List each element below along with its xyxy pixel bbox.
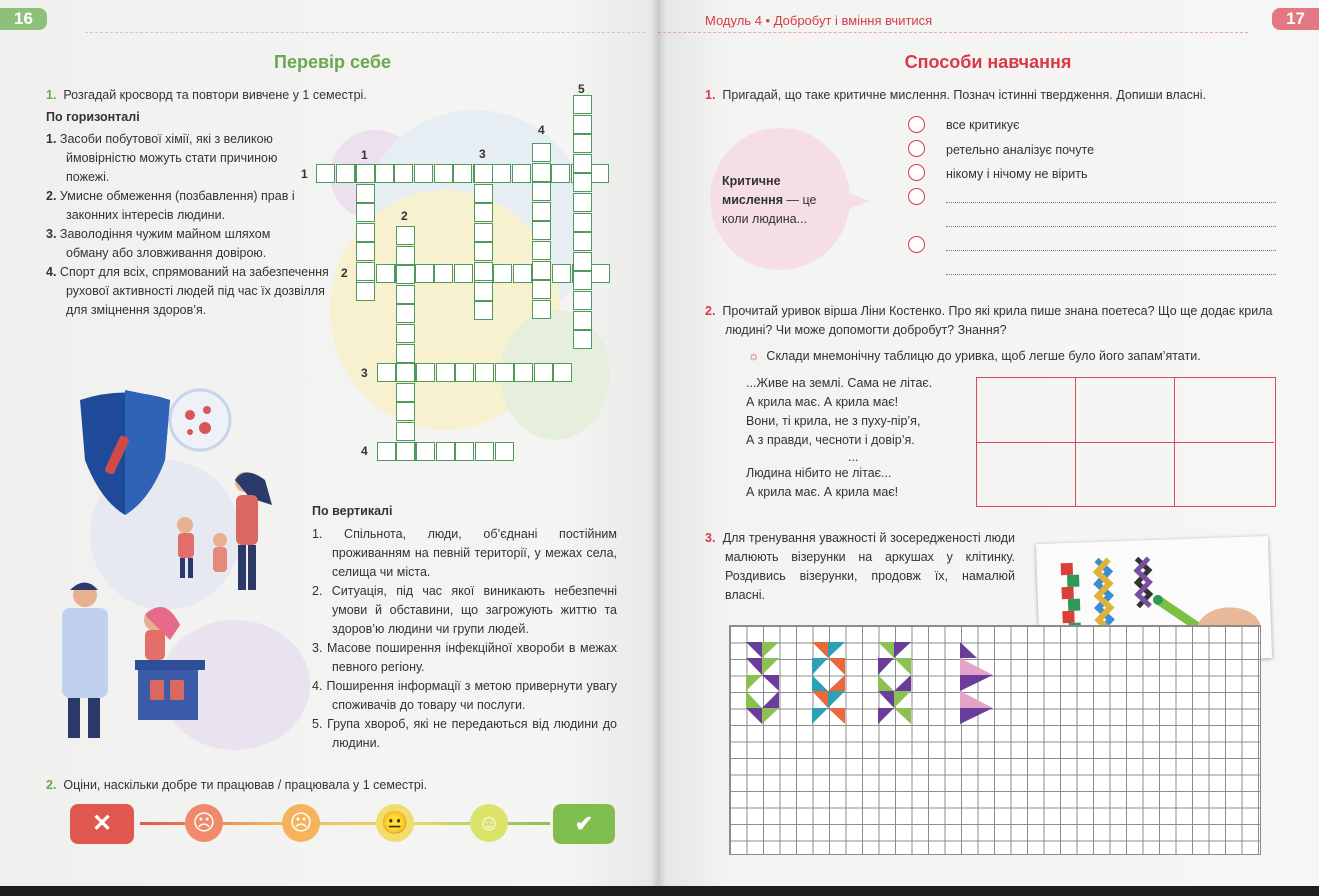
- module-header: Модуль 4 • Добробут і вміння вчитися: [705, 13, 933, 28]
- crossword-cell[interactable]: [552, 264, 571, 283]
- crossword-cell[interactable]: [590, 164, 609, 183]
- crossword-cell[interactable]: [414, 164, 433, 183]
- task1-text: 1. Розгадай кросворд та повтори вивчене у 1 семестрі.: [46, 88, 367, 102]
- page-title: Способи навчання: [904, 52, 1072, 72]
- crossword-cell[interactable]: [356, 262, 375, 281]
- crossword-cell[interactable]: [573, 134, 592, 153]
- crossword-cell[interactable]: [396, 422, 415, 441]
- crossword-cell[interactable]: [356, 242, 375, 261]
- vertical-item: 3. Масове поширення інфекційної хвороби в межах певного регіону.: [312, 641, 617, 674]
- crossword-cell[interactable]: [455, 442, 474, 461]
- crossword-cell[interactable]: [532, 300, 551, 319]
- option-label: все критикує: [946, 118, 1020, 132]
- bubble-text: Критичне мислення — це коли людина...: [722, 174, 817, 226]
- crossword-cell[interactable]: [551, 164, 570, 183]
- answer-line[interactable]: [946, 226, 1276, 227]
- crossword-cell[interactable]: [492, 164, 511, 183]
- poem-line: Людина нібито не літає...: [746, 466, 892, 480]
- crossword-cell[interactable]: [573, 154, 592, 173]
- crossword-cell[interactable]: [396, 265, 415, 284]
- crossword-cell[interactable]: [434, 264, 453, 283]
- horizontal-item: 1. Засоби побутової хімії, які з великою ймовірністю можуть стати причиною пожежі.: [46, 132, 278, 184]
- crossword-cell[interactable]: [532, 163, 551, 182]
- crossword-cell[interactable]: [455, 363, 474, 382]
- task2-text: 2. Оціни, наскільки добре ти працював / працювала у 1 семестрі.: [46, 778, 428, 792]
- crossword-cell[interactable]: [377, 363, 396, 382]
- mnemonic-cell[interactable]: [1175, 378, 1274, 443]
- crossword-cell[interactable]: [512, 164, 531, 183]
- option-checkbox[interactable]: [908, 236, 925, 253]
- crossword-cell[interactable]: [474, 164, 493, 183]
- crossword-cell[interactable]: [532, 143, 551, 162]
- crossword-cell[interactable]: [532, 280, 551, 299]
- task2-text: 2. Прочитай уривок вірша Ліни Костенко. Про які крила пише знана поетеса? Що ще додає крила людині? Чи може допомогти добробут? Знання?: [705, 304, 1273, 337]
- crossword-cell[interactable]: [474, 184, 493, 203]
- crossword-cell[interactable]: [436, 363, 455, 382]
- answer-line[interactable]: [946, 202, 1276, 203]
- vertical-item: 4. Поширення інформації з метою привернути увагу споживачів до товару чи послуги.: [312, 679, 617, 712]
- left-page: [0, 0, 658, 886]
- crossword-label: 1: [301, 167, 308, 181]
- crossword-cell[interactable]: [591, 264, 610, 283]
- crossword-cell[interactable]: [573, 173, 592, 192]
- vertical-list: [312, 525, 617, 753]
- crossword-cell[interactable]: [356, 223, 375, 242]
- crossword-label: 4: [538, 123, 545, 137]
- grid-patterns: [729, 625, 1261, 855]
- option-checkbox[interactable]: [908, 116, 925, 133]
- crossword-cell[interactable]: [573, 95, 592, 114]
- crossword-cell[interactable]: [573, 115, 592, 134]
- horizontal-item: 3. Заволодіння чужим майном шляхом обману або зловживання довірою.: [46, 227, 271, 260]
- vertical-heading: По вертикалі: [312, 504, 393, 518]
- mnemonic-cell[interactable]: [977, 443, 1076, 506]
- health-illustration: [40, 380, 330, 750]
- rating-bad-button[interactable]: ✕: [70, 804, 134, 844]
- option-checkbox[interactable]: [908, 140, 925, 157]
- option-checkbox[interactable]: [908, 188, 925, 205]
- crossword-cell[interactable]: [475, 442, 494, 461]
- poem-line: А крила має. А крила має!: [746, 485, 899, 499]
- poem-line: ...: [848, 450, 859, 464]
- crossword-cell[interactable]: [396, 226, 415, 245]
- crossword-cell[interactable]: [396, 324, 415, 343]
- crossword-cell[interactable]: [376, 264, 395, 283]
- crossword-cell[interactable]: [553, 363, 572, 382]
- crossword-cell[interactable]: [474, 242, 493, 261]
- crossword-cell[interactable]: [436, 442, 455, 461]
- crossword-label: 3: [479, 147, 486, 161]
- crossword-cell[interactable]: [356, 203, 375, 222]
- sad-face-icon[interactable]: ☹: [185, 804, 223, 842]
- crossword-cell[interactable]: [534, 363, 553, 382]
- task3-text: 3. Для тренування уважності й зосередженості люди малюють візерунки на аркушах у клітинку. Роздивись візерунки, продовж їх, намалюй власні.: [705, 531, 1015, 602]
- crossword-cell[interactable]: [573, 193, 592, 212]
- poem-line: ...Живе на землі. Сама не літає.: [746, 376, 933, 390]
- crossword-label: 2: [341, 266, 348, 280]
- poem-line: Вони, ті крила, не з пуху-пір’я,: [746, 414, 921, 428]
- mnemonic-table: [976, 377, 1276, 507]
- crossword-cell[interactable]: [356, 184, 375, 203]
- crossword-cell[interactable]: [396, 383, 415, 402]
- horizontal-item: 2. Умисне обмеження (позбавлення) прав і законних інтересів людини.: [46, 189, 295, 222]
- crossword-cell[interactable]: [377, 442, 396, 461]
- crossword-label: 5: [578, 82, 585, 96]
- crossword-cell[interactable]: [396, 246, 415, 265]
- crossword-cell[interactable]: [573, 330, 592, 349]
- crossword-cell[interactable]: [375, 164, 394, 183]
- crossword-cell[interactable]: [396, 344, 415, 363]
- crossword-cell[interactable]: [532, 182, 551, 201]
- poem-line: А з правди, чесноти і довір’я.: [746, 433, 915, 447]
- crossword-cell[interactable]: [454, 264, 473, 283]
- crossword-cell[interactable]: [356, 282, 375, 301]
- right-page: [658, 0, 1319, 886]
- horizontal-heading: По горизонталі: [46, 110, 140, 124]
- answer-line[interactable]: [946, 274, 1276, 275]
- crossword-cell[interactable]: [396, 442, 415, 461]
- option-label: нікому і нічому не вірить: [946, 167, 1088, 181]
- page-number: 17: [1272, 8, 1319, 30]
- option-checkbox[interactable]: [908, 164, 925, 181]
- crossword-cell[interactable]: [573, 213, 592, 232]
- option-label: ретельно аналізує почуте: [946, 143, 1095, 157]
- crossword-cell[interactable]: [474, 203, 493, 222]
- vertical-item: 1. Спільнота, люди, об’єднані постійним проживанням на певній території, у межах села, селища чи міста.: [312, 527, 617, 579]
- crossword-cell[interactable]: [336, 164, 355, 183]
- crossword-cell[interactable]: [396, 363, 415, 382]
- sun-icon: ☼: [748, 349, 760, 363]
- mnemonic-cell[interactable]: [977, 378, 1076, 443]
- crossword-cell[interactable]: [394, 164, 413, 183]
- neutral-face-icon[interactable]: 😐: [376, 804, 414, 842]
- crossword-label: 2: [401, 209, 408, 223]
- crossword-cell[interactable]: [474, 282, 493, 301]
- crossword-label: 1: [361, 148, 368, 162]
- crossword-label: 3: [361, 366, 368, 380]
- crossword-cell[interactable]: [396, 304, 415, 323]
- crossword-cell[interactable]: [532, 221, 551, 240]
- crossword-cell[interactable]: [316, 164, 335, 183]
- rating-good-button[interactable]: ✔: [553, 804, 615, 844]
- page-number: 16: [0, 8, 47, 30]
- crossword-cell[interactable]: [356, 164, 375, 183]
- vertical-item: 2. Ситуація, під час якої виникають небезпечні умови й обставини, що загрожують життю та здоров’ю людини чи групи людей.: [312, 584, 617, 636]
- crossword-cell[interactable]: [453, 164, 472, 183]
- crossword-cell[interactable]: [434, 164, 453, 183]
- vertical-item: 5. Група хвороб, які не передаються від людини до людини.: [312, 717, 618, 750]
- crossword-cell[interactable]: [416, 363, 435, 382]
- crossword-cell[interactable]: [495, 363, 514, 382]
- crossword-cell[interactable]: [514, 363, 533, 382]
- crossword-cell[interactable]: [495, 442, 514, 461]
- unhappy-face-icon[interactable]: ☹: [282, 804, 320, 842]
- book-spine-shadow: [650, 0, 666, 886]
- horizontal-item: 4. Спорт для всіх, спрямований на забезпечення рухової активності людей під час їх дозвілля для зміцнення здоров’я.: [46, 265, 329, 317]
- task1-text: 1. Пригадай, що таке критичне мислення. Познач істинні твердження. Допиши власні.: [705, 88, 1207, 102]
- crossword-cell[interactable]: [573, 271, 592, 290]
- crossword-cell[interactable]: [416, 442, 435, 461]
- crossword-cell[interactable]: [474, 223, 493, 242]
- page-title: Перевір себе: [274, 52, 391, 72]
- answer-line[interactable]: [946, 250, 1276, 251]
- crossword-cell[interactable]: [532, 261, 551, 280]
- mnemonic-cell[interactable]: [1175, 443, 1274, 506]
- crossword-cell[interactable]: [573, 291, 592, 310]
- crossword-cell[interactable]: [573, 252, 592, 271]
- crossword-cell[interactable]: [573, 232, 592, 251]
- crossword-cell[interactable]: [474, 262, 493, 281]
- crossword-cell[interactable]: [513, 264, 532, 283]
- bubble-tail: [846, 192, 870, 210]
- crossword-cell[interactable]: [573, 311, 592, 330]
- mnemonic-cell[interactable]: [1076, 378, 1175, 443]
- smile-face-icon[interactable]: ☺: [470, 804, 508, 842]
- crossword-cell[interactable]: [493, 264, 512, 283]
- poem: [746, 374, 986, 502]
- header-divider: [658, 32, 1248, 33]
- task2-subtask: ☼ Склади мнемонічну таблицю до уривка, щоб легше було його запам’ятати.: [748, 349, 1201, 363]
- crossword-cell[interactable]: [396, 402, 415, 421]
- crossword-cell[interactable]: [532, 241, 551, 260]
- crossword-cell[interactable]: [415, 264, 434, 283]
- crossword-cell[interactable]: [532, 202, 551, 221]
- mnemonic-cell[interactable]: [1076, 443, 1175, 506]
- poem-line: А крила має. А крила має!: [746, 395, 899, 409]
- crossword-cell[interactable]: [396, 285, 415, 304]
- crossword-label: 4: [361, 444, 368, 458]
- crossword-cell[interactable]: [475, 363, 494, 382]
- crossword-cell[interactable]: [474, 301, 493, 320]
